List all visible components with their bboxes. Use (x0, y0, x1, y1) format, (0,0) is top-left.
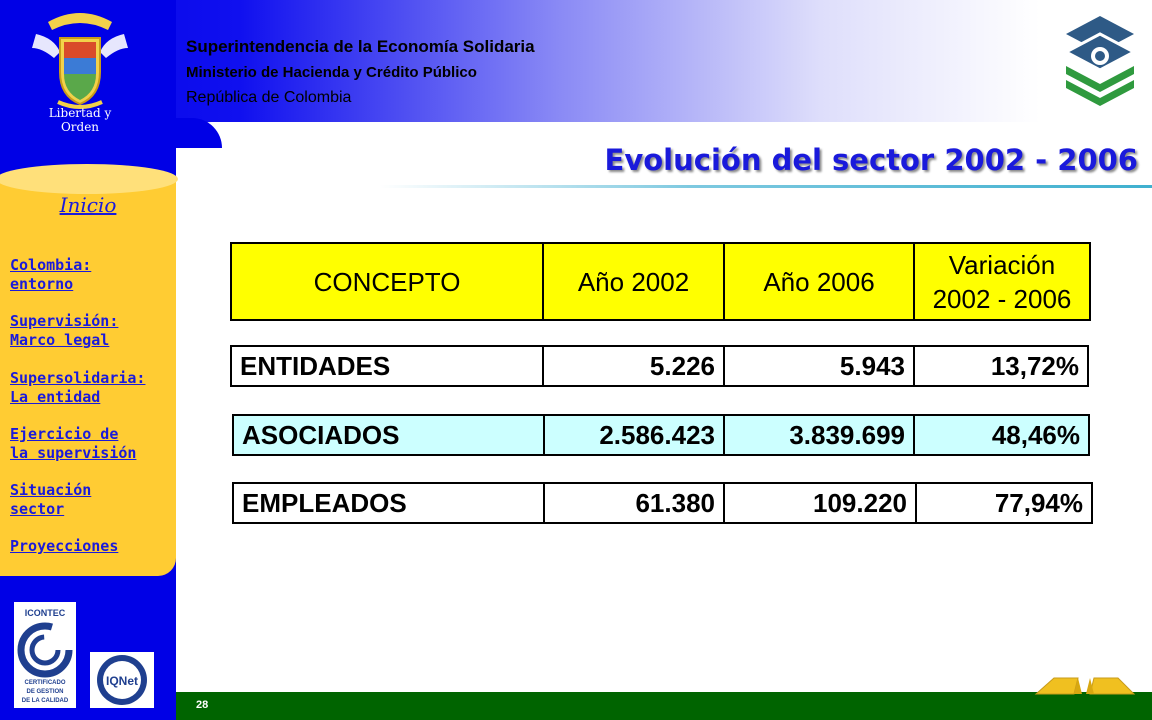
table-row-empleados (232, 482, 1093, 524)
svg-text:DE LA CALIDAD: DE LA CALIDAD (21, 698, 69, 704)
svg-text:CERTIFICADO: CERTIFICADO (24, 680, 66, 686)
table-header (230, 242, 1091, 321)
cell-concept: ENTIDADES (231, 346, 543, 386)
header-cell-2006: Año 2006 (724, 243, 914, 320)
cell-variation: 48,46% (914, 415, 1089, 455)
header-cell-concept: CONCEPTO (231, 243, 543, 320)
previous-slide-icon[interactable] (1036, 678, 1082, 694)
nav-link-colombia[interactable]: Colombia: entorno (10, 256, 92, 293)
title-underline (380, 185, 1152, 188)
icontec-label: ICONTEC (24, 608, 66, 618)
cell-concept: EMPLEADOS (233, 483, 544, 523)
table-row-entidades (230, 345, 1089, 387)
table-row-asociados (232, 414, 1090, 456)
iqnet-badge-icon (90, 652, 154, 708)
cell-variation: 77,94% (916, 483, 1092, 523)
iqnet-label: IQNet (105, 674, 139, 688)
cell-2002: 2.586.423 (544, 415, 724, 455)
svg-text:DE GESTION: DE GESTION (26, 689, 64, 695)
nav-home-link[interactable]: Inicio (59, 193, 117, 217)
content-area (176, 122, 1152, 694)
footer-band (176, 692, 1152, 720)
cell-2006: 5.943 (724, 346, 914, 386)
cell-2002: 5.226 (543, 346, 724, 386)
country-name: República de Colombia (186, 89, 352, 106)
nav-link-proyecciones[interactable]: Proyecciones (10, 537, 119, 555)
header-cell-2002: Año 2002 (543, 243, 724, 320)
slide-title: Evolución del sector 2002 - 2006 (604, 143, 1138, 177)
cell-2006: 109.220 (724, 483, 916, 523)
nav-link-supervision[interactable]: Supervisión: Marco legal (10, 312, 119, 349)
national-motto: Libertad y Orden (48, 106, 112, 134)
icontec-badge-icon (14, 602, 76, 708)
nav-panel-top (0, 164, 178, 194)
next-slide-icon[interactable] (1086, 678, 1134, 694)
cell-variation: 13,72% (914, 346, 1088, 386)
supersolidaria-logo-icon (1062, 14, 1138, 114)
cell-2002: 61.380 (544, 483, 724, 523)
nav-link-ejercicio[interactable]: Ejercicio de la supervisión (10, 425, 137, 462)
page-number: 28 (196, 699, 209, 711)
organization-name: Superintendencia de la Economía Solidaria (186, 37, 535, 56)
nav-link-situacion[interactable]: Situación sector (10, 481, 92, 518)
ministry-name: Ministerio de Hacienda y Crédito Público (186, 64, 477, 81)
nav-arrows (1034, 674, 1138, 696)
cell-2006: 3.839.699 (724, 415, 914, 455)
cell-concept: ASOCIADOS (233, 415, 544, 455)
header-cell-variation: Variación 2002 - 2006 (914, 243, 1090, 320)
nav-link-supersolidaria[interactable]: Supersolidaria: La entidad (10, 369, 146, 406)
